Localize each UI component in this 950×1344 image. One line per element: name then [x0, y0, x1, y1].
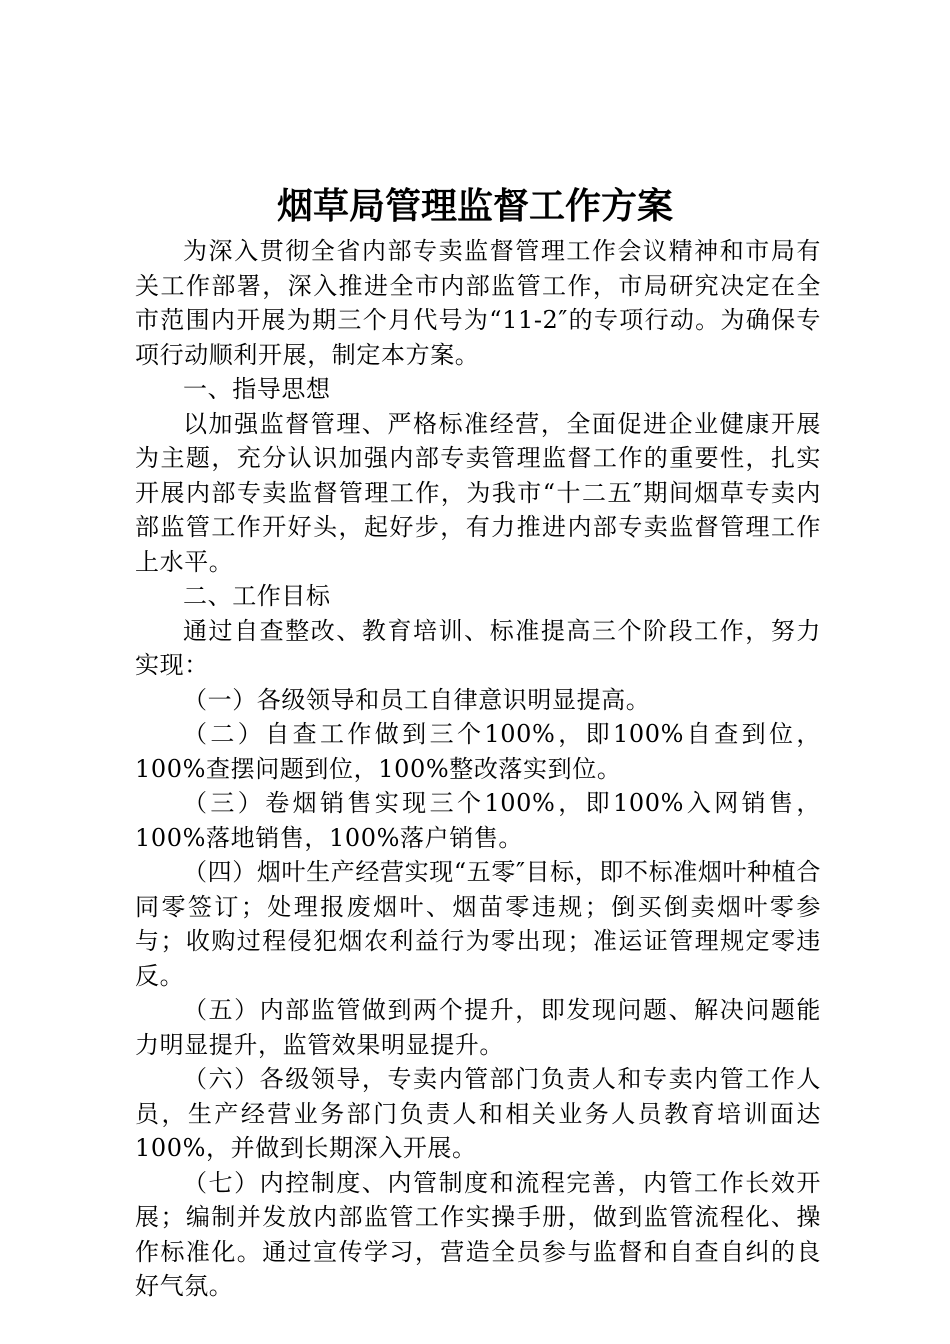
goal-item-5: （五）内部监管做到两个提升，即发现问题、解决问题能力明显提升，监管效果明显提升。 — [135, 996, 821, 1059]
goal-item-3: （三）卷烟销售实现三个100%，即100%入网销售，100%落地销售，100%落户销售。 — [135, 789, 821, 852]
document-body — [135, 234, 821, 1304]
section-heading-work-goals: 二、工作目标 — [183, 582, 331, 610]
section-heading-guiding-thought: 一、指导思想 — [183, 375, 331, 403]
document-title: 烟草局管理监督工作方案 — [276, 185, 673, 227]
goal-item-6: （六）各级领导，专卖内管部门负责人和专卖内管工作人员，生产经营业务部门负责人和相关业务人员教育培训面达100%，并做到长期深入开展。 — [135, 1065, 821, 1162]
goal-item-2: （二）自查工作做到三个100%，即100%自查到位，100%查摆问题到位，100%整改落实到位。 — [135, 720, 821, 783]
intro-paragraph: 为深入贯彻全省内部专卖监督管理工作会议精神和市局有关工作部署，深入推进全市内部监管工作，市局研究决定在全市范围内开展为期三个月代号为“11-2″的专项行动。为确保专项行动顺利开展，制定本方案。 — [135, 237, 821, 369]
goal-item-1: （一）各级领导和员工自律意识明显提高。 — [183, 685, 651, 714]
goal-item-4: （四）烟叶生产经营实现“五零″目标，即不标准烟叶种植合同零签订；处理报废烟叶、烟苗零违规；倒买倒卖烟叶零参与；收购过程侵犯烟农利益行为零出现；准运证管理规定零违反。 — [135, 858, 821, 990]
goal-item-7: （七）内控制度、内管制度和流程完善，内管工作长效开展；编制并发放内部监管工作实操手册，做到监管流程化、操作标准化。通过宣传学习，营造全员参与监督和自查自纠的良好气氛。 — [135, 1168, 821, 1300]
work-goals-intro: 通过自查整改、教育培训、标准提高三个阶段工作，努力实现： — [135, 616, 821, 679]
guiding-thought-paragraph: 以加强监督管理、严格标准经营，全面促进企业健康开展为主题，充分认识加强内部专卖管理监督工作的重要性，扎实开展内部专卖监督管理工作，为我市“十二五″期间烟草专卖内部监管工作开好头，起好步，有力推进内部专卖监督管理工作上水平。 — [135, 409, 821, 576]
